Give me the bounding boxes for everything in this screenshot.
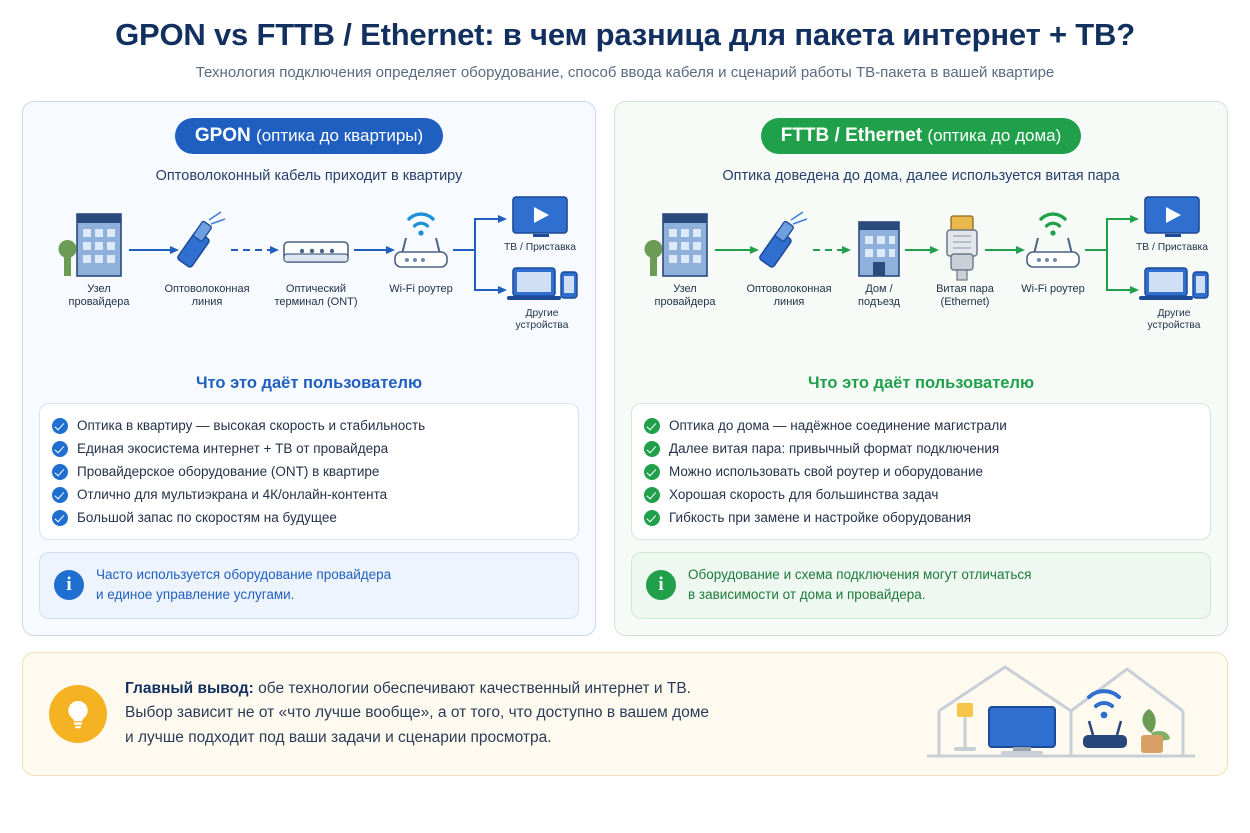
check-icon <box>52 464 68 480</box>
page-title: GPON vs FTTB / Ethernet: в чем разница для пакета интернет + ТВ? <box>115 17 1135 52</box>
benefit-text: Оптика в квартиру — высокая скорость и стабильность <box>77 418 426 434</box>
check-icon <box>644 464 660 480</box>
flow-fttb-node5-label: Wi-Fi роутер <box>1021 283 1085 296</box>
icon-house-building <box>859 222 899 276</box>
note-line-1: Оборудование и схема подключения могут отличаться <box>688 567 1032 583</box>
flow-gpon-node2-line2: линия <box>191 296 223 309</box>
icon-ont-terminal <box>284 242 348 262</box>
flow-gpon-out1-label: ТВ / Приставка <box>503 242 577 254</box>
flow-fttb-node3-line1: Дом / <box>865 283 893 296</box>
flow-diagram-fttb <box>631 192 1211 372</box>
list-item <box>52 483 566 506</box>
list-item <box>52 506 566 529</box>
flow-fttb-out1-label: ТВ / Приставка <box>1135 242 1209 254</box>
flow-gpon-node1-line1: Узел <box>87 283 111 296</box>
list-item <box>52 460 566 483</box>
note-gpon <box>39 552 579 619</box>
flow-gpon-node3-line1: Оптический <box>285 283 347 296</box>
page-subtitle: Технология подключения определяет оборудование, способ ввода кабеля и сценарий работы ТВ-пакета в вашей квартире <box>195 64 1055 82</box>
flow-fttb-node4-line1: Витая пара <box>936 283 994 296</box>
flow-gpon-node1-line2: провайдера <box>68 296 130 309</box>
list-item <box>644 460 1198 483</box>
panel-gpon-subtitle: Оптоволоконный кабель приходит в квартиру <box>155 168 463 185</box>
flow-fttb-out2-line1: Другие <box>1157 308 1191 320</box>
note-gpon-text <box>96 565 391 606</box>
flow-fttb-node1-line2: провайдера <box>654 296 716 309</box>
comparison-columns <box>22 101 1228 636</box>
list-item <box>52 437 566 460</box>
benefit-text: Можно использовать свой роутер и оборудование <box>669 464 984 480</box>
check-icon <box>644 487 660 503</box>
icon-fiber-connector <box>177 212 225 268</box>
flow-gpon-out2-line2: устройства <box>515 320 569 332</box>
flow-gpon-node4-label: Wi-Fi роутер <box>389 283 453 296</box>
icon-other-devices <box>507 268 577 300</box>
benefit-text: Гибкость при замене и настройке оборудования <box>669 510 972 526</box>
conclusion-text <box>125 677 709 750</box>
icon-fiber-connector <box>759 212 807 268</box>
icon-tv <box>513 197 567 237</box>
icon-other-devices <box>1139 268 1208 300</box>
flow-gpon-out2-line1: Другие <box>525 308 559 320</box>
badge-gpon <box>175 118 443 154</box>
benefit-text: Хорошая скорость для большинства задач <box>669 487 939 503</box>
list-item <box>52 414 566 437</box>
benefits-title-gpon: Что это даёт пользователю <box>195 374 423 393</box>
panel-gpon <box>22 101 596 636</box>
badge-gpon-title: GPON <box>194 125 251 147</box>
check-icon <box>644 441 660 457</box>
check-icon <box>52 418 68 434</box>
flow-fttb-out2-line2: устройства <box>1147 320 1201 332</box>
icon-rj45-connector <box>947 216 977 280</box>
flow-gpon-node3-line2: терминал (ONT) <box>274 296 358 309</box>
icon-provider-building <box>59 214 122 276</box>
note-line-2: в зависимости от дома и провайдера. <box>688 587 926 603</box>
benefits-list-gpon <box>39 403 579 540</box>
benefit-text: Провайдерское оборудование (ONT) в квартире <box>77 464 380 480</box>
benefit-text: Далее витая пара: привычный формат подключения <box>669 441 1000 457</box>
list-item <box>644 437 1198 460</box>
check-icon <box>52 441 68 457</box>
panel-fttb <box>614 101 1228 636</box>
conclusion-line-2: Выбор зависит не от «что лучше вообще», а от того, что доступно в вашем доме <box>125 704 710 722</box>
badge-fttb-title: FTTB / Ethernet <box>780 125 923 147</box>
benefit-text: Оптика до дома — надёжное соединение магистрали <box>669 418 1007 434</box>
info-icon: i <box>54 570 84 600</box>
flow-fttb-node1-line1: Узел <box>673 283 697 296</box>
list-item <box>644 414 1198 437</box>
lightbulb-icon <box>49 685 107 743</box>
benefits-title-fttb: Что это даёт пользователю <box>807 374 1035 393</box>
icon-tv <box>1145 197 1199 237</box>
conclusion-line-3: и лучше подходит под ваши задачи и сценарии просмотра. <box>125 728 552 746</box>
conclusion-line-1 <box>125 677 709 701</box>
badge-fttb <box>761 118 1082 154</box>
check-icon <box>52 510 68 526</box>
icon-provider-building <box>645 214 708 276</box>
benefit-text: Большой запас по скоростям на будущее <box>77 510 337 526</box>
flow-diagram-gpon <box>39 192 579 372</box>
conclusion-label: Главный вывод: <box>125 679 254 697</box>
check-icon <box>644 418 660 434</box>
check-icon <box>52 487 68 503</box>
list-item <box>644 483 1198 506</box>
benefit-text: Единая экосистема интернет + ТВ от провайдера <box>77 441 389 457</box>
list-item <box>644 506 1198 529</box>
note-fttb <box>631 552 1211 619</box>
flow-fttb-node3-line2: подъезд <box>858 296 900 309</box>
note-fttb-text <box>688 565 1031 606</box>
conclusion-box <box>22 652 1228 776</box>
icon-wifi-router <box>395 214 447 267</box>
home-illustration <box>927 659 1197 768</box>
check-icon <box>644 510 660 526</box>
flow-fttb-node4-line2: (Ethernet) <box>940 296 990 309</box>
benefits-list-fttb <box>631 403 1211 540</box>
badge-gpon-note: (оптика до квартиры) <box>256 126 424 146</box>
conclusion-line-1-rest: обе технологии обеспечивают качественный интернет и ТВ. <box>253 679 691 697</box>
info-icon: i <box>646 570 676 600</box>
icon-wifi-router <box>1027 214 1079 267</box>
note-line-2: и единое управление услугами. <box>96 587 295 603</box>
flow-fttb-node2-line2: линия <box>773 296 805 309</box>
badge-fttb-note: (оптика до дома) <box>927 126 1062 146</box>
note-line-1: Часто используется оборудование провайдера <box>96 567 392 583</box>
flow-gpon-node2-line1: Оптоволоконная <box>164 283 250 296</box>
flow-fttb-node2-line1: Оптоволоконная <box>746 283 832 296</box>
panel-fttb-subtitle: Оптика доведена до дома, далее используется витая пара <box>722 168 1120 185</box>
benefit-text: Отлично для мультиэкрана и 4К/онлайн-контента <box>77 487 388 503</box>
